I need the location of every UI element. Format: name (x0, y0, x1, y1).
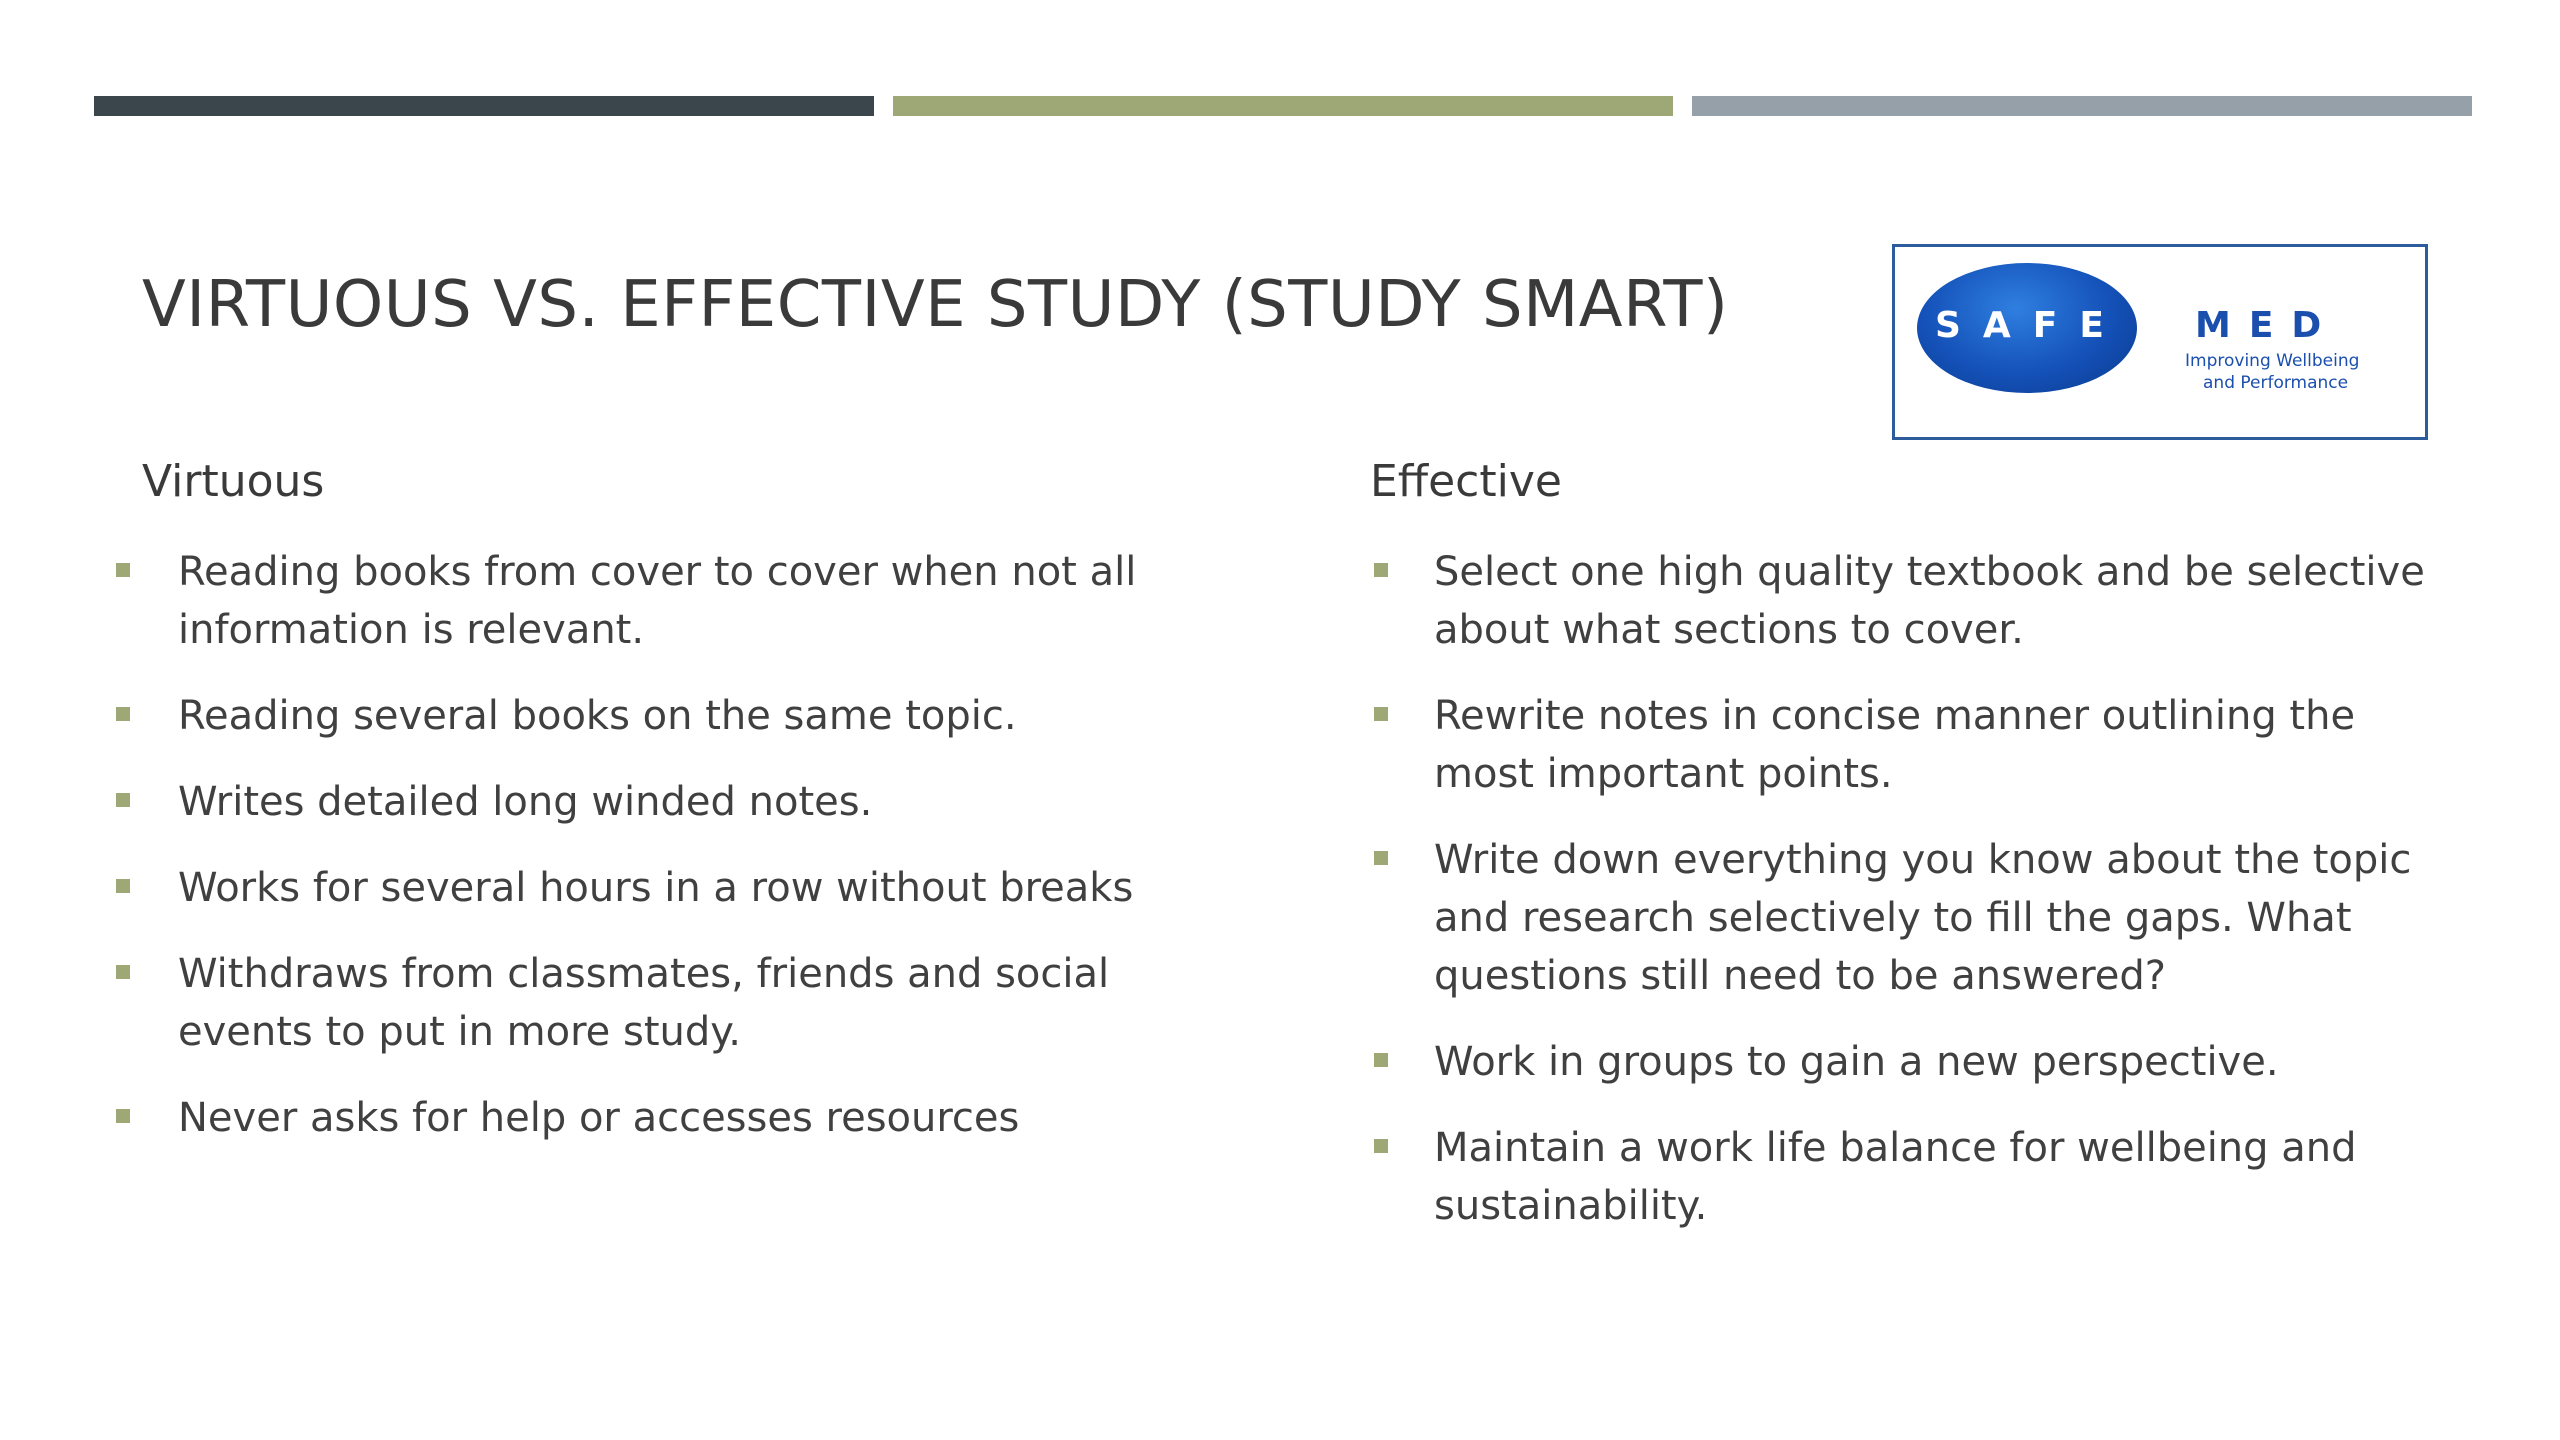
list-item-text: Write down everything you know about the topic and research selectively to fill the gaps. What questions still need to be answered? (1434, 837, 2412, 999)
list-item-text: Reading books from cover to cover when not all information is relevant. (178, 549, 1137, 653)
list-item-text: Works for several hours in a row without breaks (178, 865, 1134, 911)
list-item-text: Maintain a work life balance for wellbeing and sustainability. (1434, 1125, 2357, 1229)
effective-list (1358, 543, 2448, 1235)
list-item (1358, 543, 2448, 659)
list-item-text: Never asks for help or accesses resources (178, 1095, 1020, 1141)
square-bullet-icon (1374, 1053, 1388, 1067)
slide-title: VIRTUOUS VS. EFFECTIVE STUDY (STUDY SMART) (142, 268, 1729, 342)
square-bullet-icon (1374, 707, 1388, 721)
square-bullet-icon (1374, 851, 1388, 865)
list-item (100, 543, 1180, 659)
virtuous-heading: Virtuous (142, 456, 325, 507)
square-bullet-icon (116, 1109, 130, 1123)
list-item-text: Reading several books on the same topic. (178, 693, 1017, 739)
square-bullet-icon (1374, 1139, 1388, 1153)
square-bullet-icon (116, 879, 130, 893)
list-item (100, 945, 1180, 1061)
virtuous-column (100, 456, 1180, 1175)
list-item (1358, 1119, 2448, 1235)
list-item (100, 1089, 1180, 1147)
list-item-text: Writes detailed long winded notes. (178, 779, 873, 825)
effective-heading: Effective (1370, 456, 1562, 507)
list-item (100, 859, 1180, 917)
list-item (1358, 831, 2448, 1005)
list-item-text: Work in groups to gain a new perspective. (1434, 1039, 2279, 1085)
logo-tagline-2: and Performance (2203, 373, 2349, 393)
virtuous-list (100, 543, 1180, 1147)
list-item (100, 687, 1180, 745)
logo-med-text: MED (2195, 305, 2340, 346)
accent-bar-gray (1692, 96, 2472, 116)
square-bullet-icon (1374, 563, 1388, 577)
safemed-logo (1892, 244, 2428, 440)
square-bullet-icon (116, 563, 130, 577)
accent-bar-dark (94, 96, 874, 116)
square-bullet-icon (116, 793, 130, 807)
logo-tagline-1: Improving Wellbeing (2185, 351, 2360, 371)
list-item-text: Rewrite notes in concise manner outlining the most important points. (1434, 693, 2356, 797)
list-item-text: Select one high quality textbook and be selective about what sections to cover. (1434, 549, 2425, 653)
effective-column (1358, 456, 2448, 1263)
list-item-text: Withdraws from classmates, friends and social events to put in more study. (178, 951, 1110, 1055)
square-bullet-icon (116, 707, 130, 721)
square-bullet-icon (116, 965, 130, 979)
list-item (100, 773, 1180, 831)
logo-safe-text: SAFE (1935, 305, 2126, 346)
list-item (1358, 687, 2448, 803)
list-item (1358, 1033, 2448, 1091)
accent-bar-green (893, 96, 1673, 116)
